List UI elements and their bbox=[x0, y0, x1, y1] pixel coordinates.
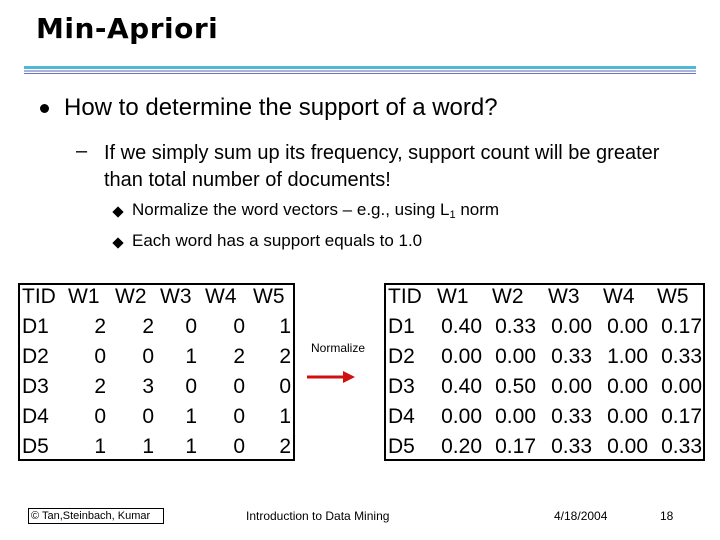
table-header-cell: W2 bbox=[115, 285, 147, 308]
table-header-cell: W1 bbox=[437, 285, 469, 308]
table-cell: 1 bbox=[94, 435, 106, 458]
row-id-cell: D4 bbox=[22, 405, 49, 428]
footer-date: 4/18/2004 bbox=[554, 509, 608, 523]
table-cell: 0.17 bbox=[661, 405, 702, 428]
table-cell: 2 bbox=[279, 435, 291, 458]
table-cell: 1 bbox=[185, 405, 197, 428]
table-header-cell: W3 bbox=[160, 285, 192, 308]
sub-bullet-text: If we simply sum up its frequency, support count will be greater than total number of documents! bbox=[104, 142, 660, 191]
table-cell: 0.33 bbox=[551, 345, 592, 368]
table-cell: 2 bbox=[94, 375, 106, 398]
table-cell: 0 bbox=[233, 405, 245, 428]
table-cell: 2 bbox=[233, 345, 245, 368]
table-cell: 0 bbox=[279, 375, 291, 398]
table-cell: 0.00 bbox=[441, 405, 482, 428]
table-header-cell: W1 bbox=[68, 285, 100, 308]
table-cell: 0.33 bbox=[495, 315, 536, 338]
normalize-label: Normalize bbox=[311, 341, 366, 355]
table-cell: 2 bbox=[279, 345, 291, 368]
table-cell: 3 bbox=[142, 375, 154, 398]
table-cell: 0.33 bbox=[661, 435, 702, 458]
diamond-bullet-icon bbox=[112, 206, 123, 217]
table-cell: 0.20 bbox=[441, 435, 482, 458]
bullet-dot-icon bbox=[40, 104, 49, 113]
table-header-cell: TID bbox=[22, 285, 56, 308]
footer-copyright: © Tan,Steinbach, Kumar bbox=[28, 508, 164, 524]
row-id-cell: D3 bbox=[388, 375, 415, 398]
table-cell: 0.00 bbox=[607, 315, 648, 338]
arrow-right-icon bbox=[305, 370, 357, 384]
table-header-cell: W4 bbox=[603, 285, 635, 308]
footer-page-number: 18 bbox=[660, 509, 674, 523]
table-cell: 0.33 bbox=[661, 345, 702, 368]
table-cell: 0.33 bbox=[551, 405, 592, 428]
table-header-cell: W5 bbox=[657, 285, 689, 308]
slide-title: Min-Apriori bbox=[36, 12, 219, 45]
row-id-cell: D5 bbox=[388, 435, 415, 458]
table-cell: 0.00 bbox=[495, 345, 536, 368]
table-cell: 0.50 bbox=[495, 375, 536, 398]
footer-course: Introduction to Data Mining bbox=[246, 509, 390, 523]
table-cell: 0 bbox=[233, 315, 245, 338]
dash-marker: – bbox=[76, 140, 88, 162]
table-cell: 1 bbox=[279, 405, 291, 428]
table-cell: 0.00 bbox=[551, 315, 592, 338]
table-header-cell: W3 bbox=[548, 285, 580, 308]
table-cell: 0 bbox=[185, 315, 197, 338]
table-cell: 0 bbox=[142, 345, 154, 368]
diamond-bullet-icon bbox=[112, 237, 123, 248]
row-id-cell: D1 bbox=[22, 315, 49, 338]
table-cell: 0.00 bbox=[607, 405, 648, 428]
table-cell: 1 bbox=[279, 315, 291, 338]
table-cell: 0.17 bbox=[495, 435, 536, 458]
table-cell: 0 bbox=[185, 375, 197, 398]
table-cell: 0 bbox=[142, 405, 154, 428]
table-header-cell: W4 bbox=[205, 285, 237, 308]
table-cell: 0.00 bbox=[661, 375, 702, 398]
table-cell: 0.40 bbox=[441, 375, 482, 398]
title-rule bbox=[24, 66, 696, 69]
table-header-cell: TID bbox=[388, 285, 422, 308]
row-id-cell: D2 bbox=[388, 345, 415, 368]
table-cell: 2 bbox=[142, 315, 154, 338]
table-cell: 0 bbox=[233, 435, 245, 458]
table-header-cell: W2 bbox=[492, 285, 524, 308]
bullet-main-text: How to determine the support of a word? bbox=[64, 94, 498, 121]
table-cell: 2 bbox=[94, 315, 106, 338]
table-cell: 1 bbox=[142, 435, 154, 458]
row-id-cell: D3 bbox=[22, 375, 49, 398]
table-cell: 1.00 bbox=[607, 345, 648, 368]
table-cell: 0 bbox=[233, 375, 245, 398]
table-cell: 0.00 bbox=[495, 405, 536, 428]
title-rule-3 bbox=[24, 73, 696, 74]
item-subscript: 1 bbox=[449, 209, 456, 221]
row-id-cell: D5 bbox=[22, 435, 49, 458]
table-cell: 0 bbox=[94, 405, 106, 428]
row-id-cell: D1 bbox=[388, 315, 415, 338]
item-text-post: norm bbox=[455, 200, 500, 219]
table-cell: 0 bbox=[94, 345, 106, 368]
table-cell: 0.00 bbox=[607, 375, 648, 398]
table-header-cell: W5 bbox=[253, 285, 285, 308]
table-cell: 1 bbox=[185, 345, 197, 368]
table-cell: 0.17 bbox=[661, 315, 702, 338]
table-cell: 1 bbox=[185, 435, 197, 458]
table-cell: 0.40 bbox=[441, 315, 482, 338]
row-id-cell: D2 bbox=[22, 345, 49, 368]
table-cell: 0.00 bbox=[551, 375, 592, 398]
row-id-cell: D4 bbox=[388, 405, 415, 428]
item-normalize bbox=[132, 200, 499, 221]
title-rule-2 bbox=[24, 70, 696, 72]
table-cell: 0.33 bbox=[551, 435, 592, 458]
table-cell: 0.00 bbox=[607, 435, 648, 458]
item-text: Normalize the word vectors – e.g., using L bbox=[132, 200, 450, 219]
item-support: Each word has a support equals to 1.0 bbox=[132, 231, 423, 250]
table-cell: 0.00 bbox=[441, 345, 482, 368]
